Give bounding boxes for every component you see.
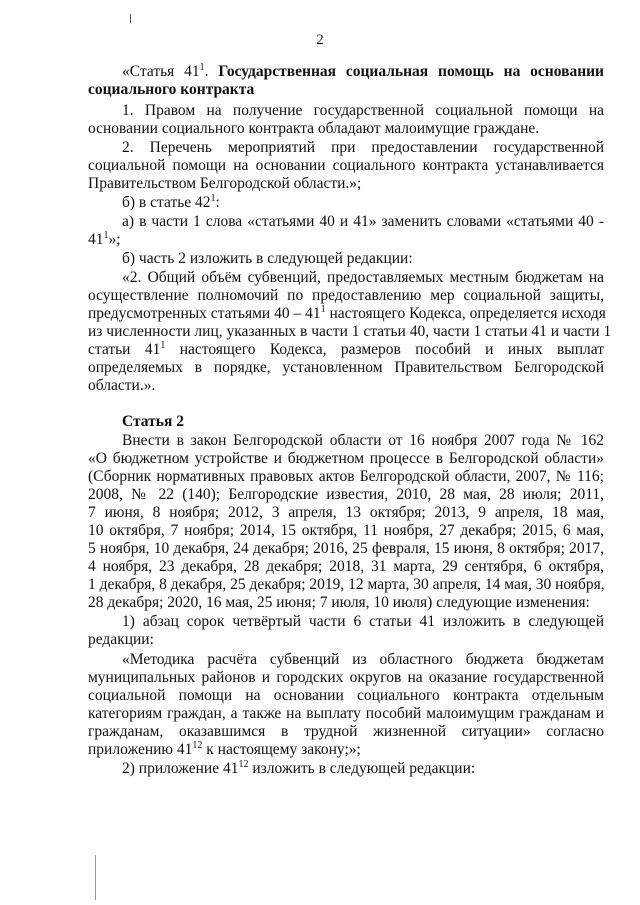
- quote-part2-line5: статьи $41^1$ настоящего Кодекса, размеров пособий и иных выплат: [88, 340, 604, 358]
- change-1-cont: редакции:: [88, 631, 154, 648]
- article-2-text-l8: 4 ноября, 23 декабря, 28 декабря; 2018, 31 марта, 29 сентября, 6 октября,: [88, 558, 604, 575]
- quote-part2-line2: осуществление полномочий по предоставлению мер социальной защиты,: [88, 287, 604, 304]
- article-41-1-part2: 2. Перечень мероприятий при предоставлении государственной: [122, 139, 604, 156]
- article-41-1-part2-end: Правительством Белгородской области.»;: [88, 175, 362, 192]
- article-2-text-l2: «О бюджетном устройстве и бюджетном процессе в Белгородской области»: [88, 450, 604, 467]
- article-41-1-part1: 1. Правом на получение государственной социальной помощи на: [122, 102, 604, 119]
- article-2-text-l10: 28 декабря; 2020, 16 мая, 25 июня; 7 июля, 10 июля) следующие изменения:: [88, 594, 590, 611]
- methodology-quote-l2: муниципальных районов и городских округов на оказание государственной: [88, 669, 604, 686]
- scan-mark: [130, 14, 131, 23]
- page-number: 2: [316, 32, 324, 48]
- change-2: 2) приложение $41^{12}$ изложить в следующей редакции:: [122, 759, 476, 777]
- methodology-quote-l5: гражданам, оказавшимся в трудной жизненной ситуации» согласно: [88, 723, 604, 740]
- item-b-intro: б) в статье $42^1$:: [122, 193, 220, 211]
- quote-part2-line7: области.».: [88, 377, 156, 394]
- quote-part2: «2. Общий объём субвенций, предоставляемых местным бюджетам на: [122, 269, 604, 286]
- sub-item-b: б) часть 2 изложить в следующей редакции:: [122, 250, 413, 267]
- article-2-text-l3: (Сборник нормативных правовых актов Белгородской области, 2007, № 116;: [88, 468, 604, 485]
- sub-item-a-cont: $41^1$»;: [88, 230, 121, 248]
- article-41-1-title: «Статья $41^1$. Государственная социальная помощь на основании: [122, 62, 604, 80]
- methodology-quote-l3: социальной помощи на основании социального контракта отдельным: [88, 687, 604, 704]
- article-2-text: Внести в закон Белгородской области от 16 ноября 2007 года № 162: [122, 432, 604, 449]
- article-2-text-l6: 10 октября, 7 ноября; 2014, 15 октября, 11 ноября, 27 декабря; 2015, 6 мая,: [88, 522, 604, 539]
- methodology-quote-l6: приложению $41^{12}$ к настоящему закону;»;: [88, 740, 361, 758]
- article-41-1-title-cont: социального контракта: [88, 81, 255, 98]
- article-2-text-l9: 1 декабря, 8 декабря, 25 декабря; 2019, 12 марта, 30 апреля, 14 мая, 30 ноября,: [88, 576, 605, 593]
- article-2-text-l5: 7 июня, 8 ноября; 2012, 3 апреля, 13 октября; 2013, 9 апреля, 18 мая,: [88, 504, 604, 521]
- article-41-1-part2-cont: социальной помощи на основании социального контракта устанавливается: [88, 157, 604, 174]
- scan-mark: [95, 855, 96, 900]
- change-1: 1) абзац сорок четвёртый части 6 статьи 41 изложить в следующей: [122, 613, 604, 630]
- article-41-1-part1-cont: основании социального контракта обладают малоимущие граждане.: [88, 120, 540, 137]
- methodology-quote: «Методика расчёта субвенций из областного бюджета бюджетам: [122, 651, 604, 668]
- sub-item-a: а) в части 1 слова «статьями 40 и 41» заменить словами «статьями 40 -: [122, 213, 604, 230]
- article-2-text-l7: 5 ноября, 10 декабря, 24 декабря; 2016, 25 февраля, 15 июня, 8 октября; 2017,: [88, 540, 604, 557]
- quote-part2-line6: определяемых в порядке, установленном Правительством Белгородской: [88, 359, 604, 376]
- article-2-heading: Статья 2: [122, 413, 184, 430]
- quote-part2-line3: предусмотренных статьями $40 - 41^1$ настоящего Кодекса, определяется исходя: [88, 304, 606, 322]
- article-2-text-l4: 2008, № 22 (140); Белгородские известия, 2010, 28 мая, 28 июля; 2011,: [88, 486, 604, 503]
- methodology-quote-l4: категориям граждан, а также на выплату пособий малоимущим гражданам и: [88, 705, 604, 722]
- quote-part2-line4: из численности лиц, указанных в части 1 статьи 40, части 1 статьи 41 и части 1: [88, 323, 612, 340]
